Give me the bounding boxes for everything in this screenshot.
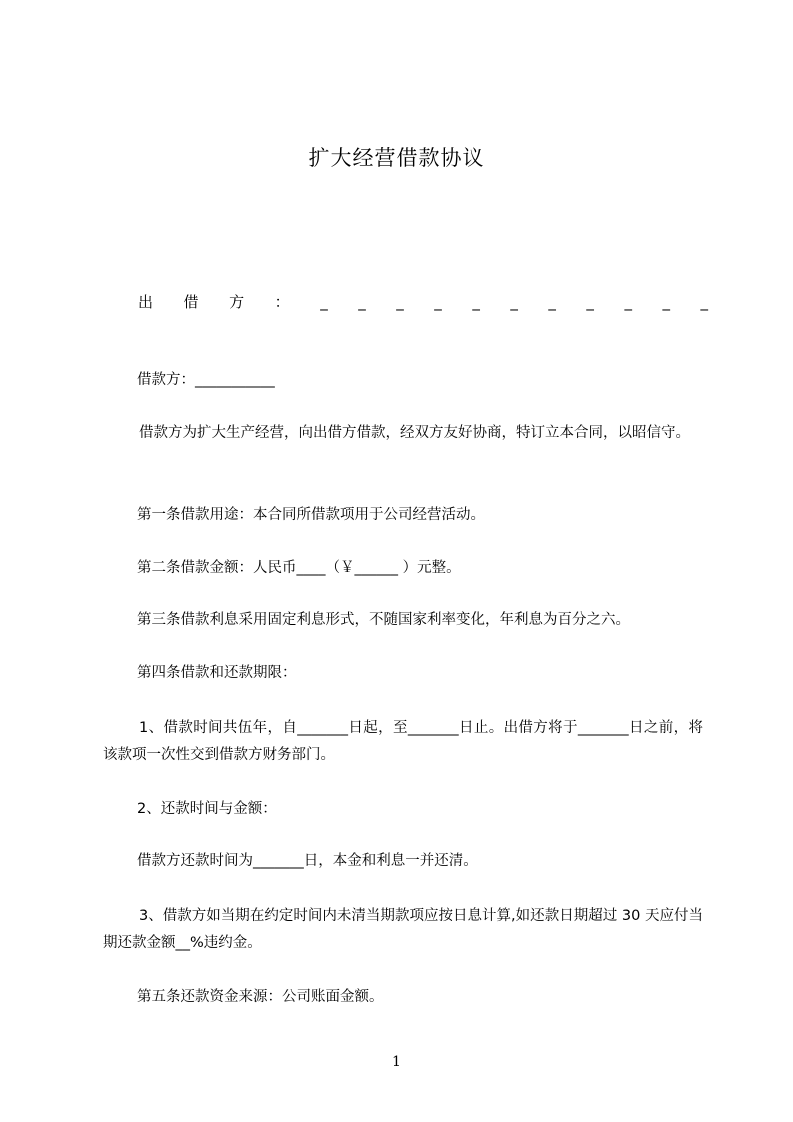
term-item-1: 1、借款时间共伍年，自_______日起，至_______日止。出借方将于_______日之前，将该款项一次性交到借款方财务部门。 [103,720,703,763]
lender-label-char: 借 [183,293,199,311]
lender-blank: _ [396,293,404,311]
lender-blank: _ [320,293,328,311]
article-5: 第五条还款资金来源：公司账面金额。 [137,989,384,1005]
lender-blank: _ [358,293,366,311]
lender-blank: _ [472,293,480,311]
repayment-time: 借款方还款时间为_______日，本金和利息一并还清。 [137,853,478,869]
article-3: 第三条借款利息采用固定利息形式，不随国家利率变化，年利息为百分之六。 [137,612,630,628]
lender-label-char: ： [274,293,290,311]
lender-label-char: 方 [229,293,245,311]
lender-blank: _ [586,293,594,311]
lender-line [138,290,708,314]
article-1: 第一条借款用途：本合同所借款项用于公司经营活动。 [137,507,485,523]
lender-blank: _ [700,293,708,311]
lender-blank: _ [510,293,518,311]
term-item-2: 2、还款时间与金额： [137,801,277,817]
intro-paragraph: 借款方为扩大生产经营，向出借方借款，经双方友好协商，特订立本合同，以昭信守。 [139,425,690,441]
lender-blank: _ [662,293,670,311]
page-number: 1 [392,1054,401,1070]
lender-label-char: 出 [138,293,154,311]
lender-blank: _ [434,293,442,311]
term-item-3: 3、借款方如当期在约定时间内未清当期款项应按日息计算,如还款日期超过 30 天应付当期还款金额__%违约金。 [103,908,703,951]
document-title: 扩大经营借款协议 [308,146,485,170]
article-2: 第二条借款金额：人民币____（￥______ ）元整。 [137,560,461,576]
article-4: 第四条借款和还款期限： [137,665,297,681]
lender-blank: _ [548,293,556,311]
lender-blank: _ [624,293,632,311]
borrower-line: 借款方：___________ [137,372,275,388]
